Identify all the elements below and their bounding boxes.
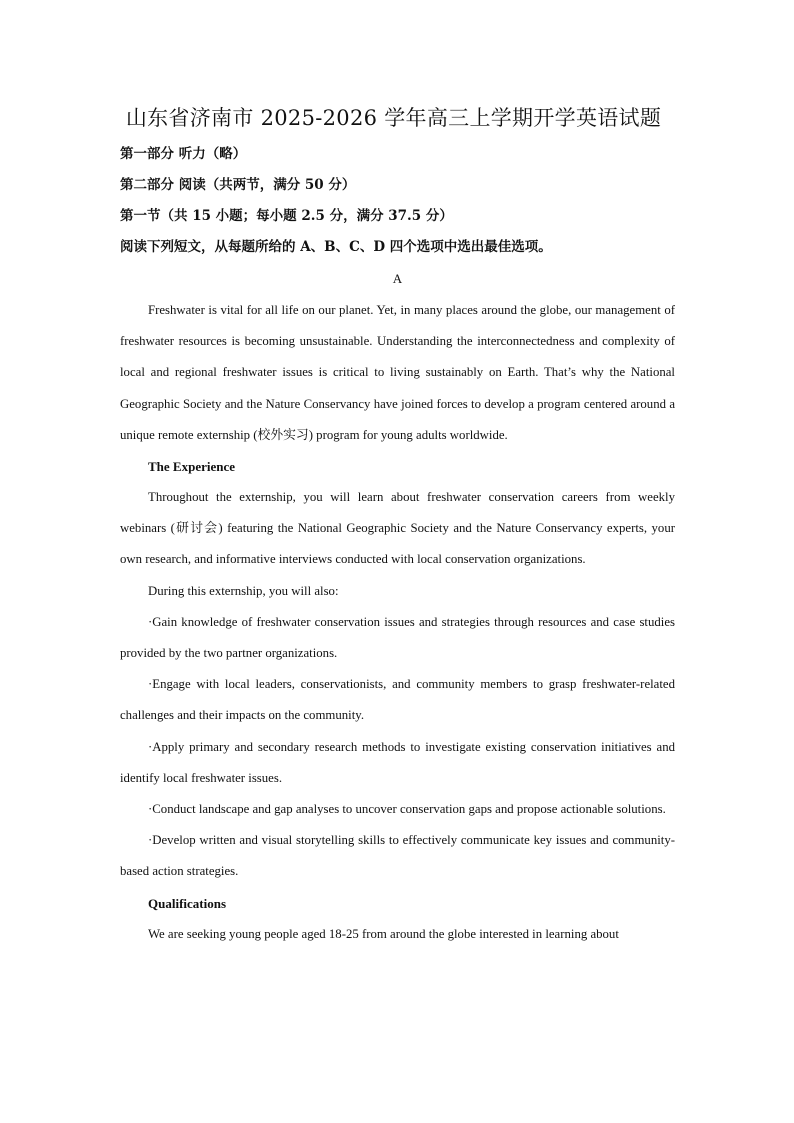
bullet-item: ·Conduct landscape and gap analyses to uncover conservation gaps and propose actionable solutions. (148, 802, 666, 817)
subheading-experience: The Experience (148, 459, 236, 475)
subheading-qualifications: Qualifications (148, 895, 227, 911)
passage-label: A (392, 271, 403, 286)
bullet-item: ·Develop written and visual storytelling skills to effectively communicate key issues and community-based action strategies. (120, 833, 675, 879)
page-title: 山东省济南市 2025-2026 学年高三上学期开学英语试题 (125, 106, 662, 130)
part2-heading: 第二部分 阅读（共两节，满分 50 分） (120, 177, 356, 193)
passage-paragraph: During this externship, you will also: (148, 583, 339, 598)
instruction-text: 阅读下列短文，从每题所给的 A、B、C、D 四个选项中选出最佳选项。 (120, 239, 552, 255)
passage-paragraph: Throughout the externship, you will learn about freshwater conservation careers from weekly webinars (研讨会) featuring the National Geographic Society and the Nature Conservancy experts, your own research, and informative interviews conducted with local conservation organizations. (120, 490, 675, 567)
bullet-item: ·Engage with local leaders, conservationists, and community members to grasp freshwater-related challenges and their impacts on the community. (120, 677, 675, 723)
section1-heading: 第一节（共 15 小题；每小题 2.5 分，满分 37.5 分） (120, 208, 453, 224)
bullet-item: ·Gain knowledge of freshwater conservation issues and strategies through resources and case studies provided by the two partner organizations. (120, 614, 675, 661)
part1-heading: 第一部分 听力（略） (120, 146, 247, 162)
bullet-item: ·Apply primary and secondary research methods to investigate existing conservation initiatives and identify local freshwater issues. (120, 739, 675, 785)
document-page (120, 103, 675, 950)
passage-paragraph: We are seeking young people aged 18-25 from around the globe interested in learning about (148, 926, 619, 941)
passage-paragraph: Freshwater is vital for all life on our planet. Yet, in many places around the globe, our management of freshwater resources is becoming unsustainable. Understanding the interconnectedness and complexity of local and regional freshwater issues is critical to living sustainably on Earth. That’s why the National Geographic Society and the Nature Conservancy have joined forces to develop a program centered around a unique remote externship (校外实习) program for young adults worldwide. (120, 303, 675, 442)
